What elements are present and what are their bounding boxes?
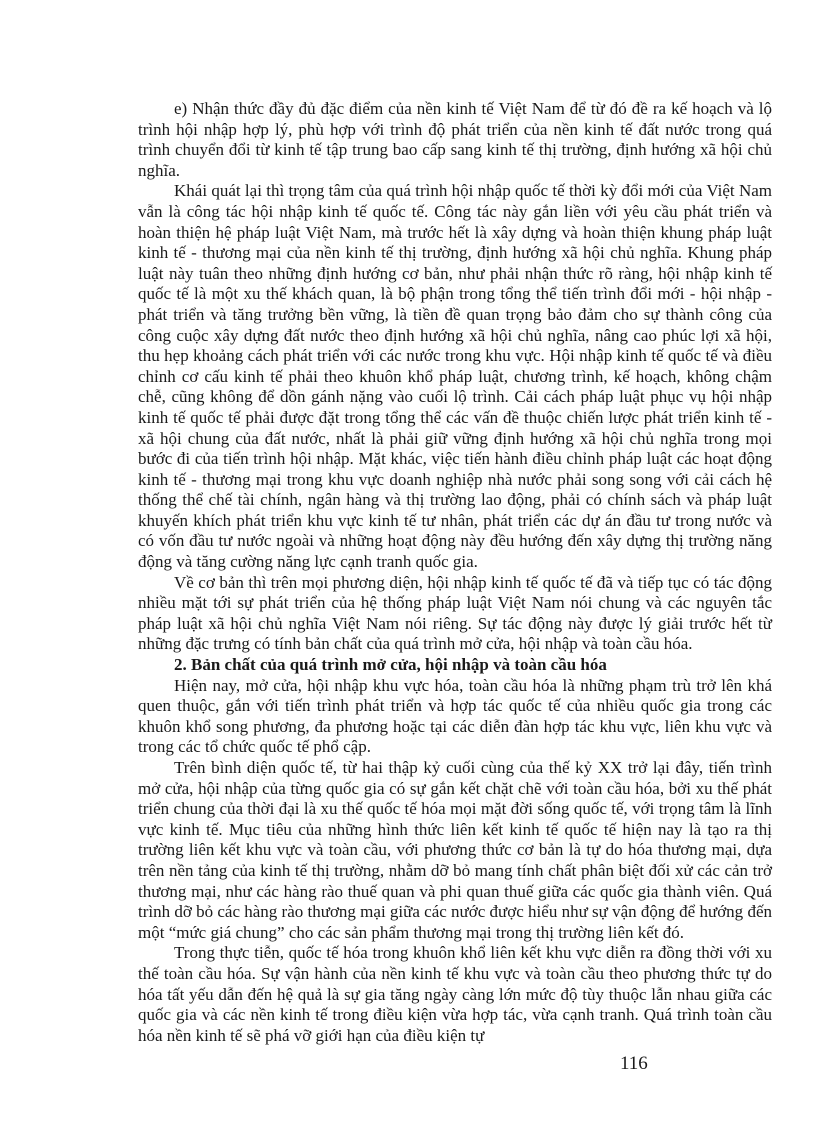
paragraph: Trên bình diện quốc tế, từ hai thập kỷ cuối cùng của thế kỷ XX trở lại đây, tiến trình mở cửa, hội nhập của từng quốc gia có sự gắn kết chặt chẽ với toàn cầu hóa, bởi xu thế phát triển chung của thời đại là xu thế quốc tế hóa mọi mặt đời sống quốc tế, với trọng tâm là lĩnh vực kinh tế. Mục tiêu của những hình thức liên kết kinh tế quốc tế hiện nay là tạo ra thị trường liên kết khu vực và toàn cầu, với phương thức cơ bản là tự do hóa thương mại, dựa trên nền tảng của kinh tế thị trường, nhằm dỡ bỏ mang tính chất phân biệt đối xử các cản trở thương mại, như các hàng rào thuế quan và phi quan thuế giữa các quốc gia thành viên. Quá trình dỡ bỏ các hàng rào thương mại giữa các nước được hiểu như sự vận động để hướng đến một “mức giá chung” cho các sản phẩm thương mại trong thị trường liên kết đó. — [138, 758, 772, 942]
paragraph: Trong thực tiễn, quốc tế hóa trong khuôn khổ liên kết khu vực diễn ra đồng thời với xu thế toàn cầu hóa. Sự vận hành của nền kinh tế khu vực và toàn cầu theo phương thức tự do hóa tất yếu dẫn đến hệ quả là sự gia tăng ngày càng lớn mức độ tùy thuộc lẫn nhau giữa các quốc gia và các nền kinh tế trong điều kiện vừa hợp tác, vừa cạnh tranh. Quá trình toàn cầu hóa nền kinh tế sẽ phá vỡ giới hạn của điều kiện tự — [138, 943, 772, 1045]
paragraph: Khái quát lại thì trọng tâm của quá trình hội nhập quốc tế thời kỳ đổi mới của Việt Nam vẫn là công tác hội nhập kinh tế quốc tế. Công tác này gắn liền với yêu cầu phát triển và hoàn thiện hệ pháp luật Việt Nam, mà trước hết là xây dựng và hoàn thiện khung pháp luật kinh tế - thương mại của nền kinh tế thị trường, định hướng xã hội chủ nghĩa. Khung pháp luật này tuân theo những định hướng cơ bản, như phải nhận thức rõ ràng, hội nhập kinh tế quốc tế là một xu thế khách quan, là bộ phận trong tổng thể tiến trình đổi mới - hội nhập - phát triển và tăng trưởng bền vững, là tiền đề quan trọng bảo đảm cho sự thành công của công cuộc xây dựng đất nước theo định hướng xã hội chủ nghĩa, nâng cao phúc lợi xã hội, thu hẹp khoảng cách phát triển với các nước trong khu vực. Hội nhập kinh tế quốc tế và điều chỉnh cơ cấu kinh tế phải theo khuôn khổ pháp luật, chương trình, kế hoạch, không chậm chễ, cũng không để dồn gánh nặng vào cuối lộ trình. Cải cách pháp luật phục vụ hội nhập kinh tế quốc tế phải được đặt trong tổng thể các vấn đề thuộc chiến lược phát triển kinh tế - xã hội chung của đất nước, nhất là phải giữ vững định hướng xã hội chủ nghĩa trong mọi bước đi của tiến trình hội nhập. Mặt khác, việc tiến hành điều chỉnh pháp luật các hoạt động kinh tế - thương mại trong khu vực doanh nghiệp nhà nước phải song song với cải cách hệ thống thể chế tài chính, ngân hàng và thị trường lao động, phải có chính sách và pháp luật khuyến khích phát triển khu vực kinh tế tư nhân, phát triển các dự án đầu tư trong nước và có vốn đầu tư nước ngoài và những hoạt động này đều hướng đến xây dựng thị trường năng động và tăng cường năng lực cạnh tranh quốc gia. — [138, 181, 772, 572]
page-number: 116 — [620, 1053, 648, 1074]
page-body — [138, 99, 772, 1046]
paragraph: Về cơ bản thì trên mọi phương diện, hội nhập kinh tế quốc tế đã và tiếp tục có tác động nhiều mặt tới sự phát triển của hệ thống pháp luật Việt Nam nói chung và các nguyên tắc pháp luật xã hội chủ nghĩa Việt Nam nói riêng. Sự tác động này được lý giải trước hết từ những đặc trưng có tính bản chất của quá trình mở cửa, hội nhập và toàn cầu hóa. — [138, 572, 772, 654]
paragraph: Hiện nay, mở cửa, hội nhập khu vực hóa, toàn cầu hóa là những phạm trù trở lên khá quen thuộc, gắn với tiến trình phát triển và hợp tác quốc tế của nhiều quốc gia trong các khuôn khổ song phương, đa phương hoặc tại các diễn đàn hợp tác khu vực, liên khu vực và trong các tổ chức quốc tế phổ cập. — [138, 675, 772, 757]
section-heading: 2. Bản chất của quá trình mở cửa, hội nhập và toàn cầu hóa — [174, 655, 607, 675]
paragraph: e) Nhận thức đầy đủ đặc điểm của nền kinh tế Việt Nam để từ đó đề ra kế hoạch và lộ trình hội nhập hợp lý, phù hợp với trình độ phát triển của nền kinh tế đất nước trong quá trình chuyển đổi từ kinh tế tập trung bao cấp sang kinh tế thị trường, định hướng xã hội chủ nghĩa. — [138, 99, 772, 180]
